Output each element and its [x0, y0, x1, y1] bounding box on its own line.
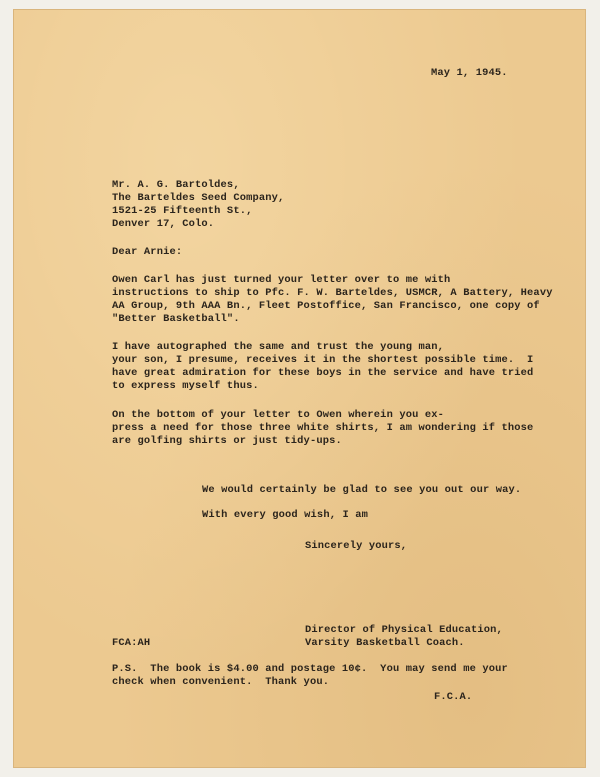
complimentary-close: Sincerely yours, — [305, 540, 408, 552]
paragraph-1: Owen Carl has just turned your letter over to me with instructions to ship to Pfc. F. W. Barteldes, USMCR, A Battery, Heavy AA Group, 9th AAA Bn., Fleet Postoffice, San Francisco, one copy of "Better Basketball". — [112, 274, 553, 325]
signer-title-2: Varsity Basketball Coach. — [305, 637, 465, 649]
paragraph-3: On the bottom of your letter to Owen wherein you ex- press a need for those three white shirts, I am wondering if those are golfing shirts or just tidy-ups. — [112, 409, 534, 447]
recipient-company: The Barteldes Seed Company, — [112, 192, 285, 204]
paragraph-5: With every good wish, I am — [202, 509, 369, 521]
recipient-name: Mr. A. G. Bartoldes, — [112, 179, 240, 191]
recipient-street: 1521-25 Fifteenth St., — [112, 205, 253, 217]
letter-date: May 1, 1945. — [431, 67, 508, 79]
postscript: P.S. The book is $4.00 and postage 10¢. You may send me your check when convenient. Thank you. — [112, 663, 508, 688]
recipient-city: Denver 17, Colo. — [112, 218, 215, 230]
signer-title-1: Director of Physical Education, — [305, 624, 503, 636]
paragraph-4: We would certainly be glad to see you out our way. — [202, 484, 522, 496]
paragraph-2: I have autographed the same and trust the young man, your son, I presume, receives it in the shortest possible time. I have great admiration for these boys in the service and have tried to express myself thus. — [112, 341, 534, 392]
letter-page — [14, 10, 585, 767]
reference-initials: FCA:AH — [112, 637, 151, 649]
signer-initials: F.C.A. — [434, 691, 473, 703]
salutation: Dear Arnie: — [112, 246, 183, 258]
